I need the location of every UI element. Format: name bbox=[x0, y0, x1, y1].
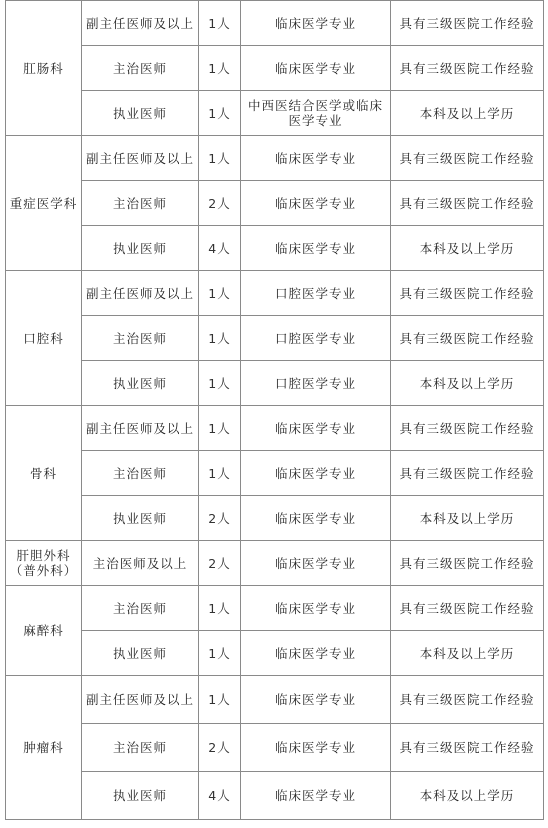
headcount: 1人 bbox=[199, 316, 241, 361]
department-name: 口腔科 bbox=[6, 271, 82, 406]
major-requirement: 中西医结合医学或临床医学专业 bbox=[241, 91, 391, 136]
headcount: 1人 bbox=[199, 676, 241, 724]
headcount: 1人 bbox=[199, 1, 241, 46]
position-title: 副主任医师及以上 bbox=[82, 271, 199, 316]
recruitment-table-body bbox=[6, 1, 544, 820]
other-requirement: 具有三级医院工作经验 bbox=[391, 541, 544, 586]
department-name: 肛肠科 bbox=[6, 1, 82, 136]
position-title: 执业医师 bbox=[82, 496, 199, 541]
other-requirement: 本科及以上学历 bbox=[391, 91, 544, 136]
other-requirement: 本科及以上学历 bbox=[391, 496, 544, 541]
headcount: 1人 bbox=[199, 46, 241, 91]
position-title: 主治医师及以上 bbox=[82, 541, 199, 586]
table-row bbox=[6, 631, 544, 676]
position-title: 执业医师 bbox=[82, 361, 199, 406]
major-requirement: 临床医学专业 bbox=[241, 46, 391, 91]
other-requirement: 具有三级医院工作经验 bbox=[391, 676, 544, 724]
other-requirement: 本科及以上学历 bbox=[391, 226, 544, 271]
position-title: 执业医师 bbox=[82, 91, 199, 136]
position-title: 主治医师 bbox=[82, 46, 199, 91]
table-row bbox=[6, 772, 544, 820]
headcount: 1人 bbox=[199, 406, 241, 451]
headcount: 4人 bbox=[199, 772, 241, 820]
major-requirement: 口腔医学专业 bbox=[241, 361, 391, 406]
position-title: 主治医师 bbox=[82, 724, 199, 772]
position-title: 副主任医师及以上 bbox=[82, 1, 199, 46]
major-requirement: 临床医学专业 bbox=[241, 631, 391, 676]
other-requirement: 具有三级医院工作经验 bbox=[391, 271, 544, 316]
position-title: 主治医师 bbox=[82, 451, 199, 496]
major-requirement: 临床医学专业 bbox=[241, 586, 391, 631]
other-requirement: 具有三级医院工作经验 bbox=[391, 46, 544, 91]
major-requirement: 临床医学专业 bbox=[241, 451, 391, 496]
headcount: 1人 bbox=[199, 631, 241, 676]
position-title: 主治医师 bbox=[82, 181, 199, 226]
major-requirement: 临床医学专业 bbox=[241, 136, 391, 181]
position-title: 主治医师 bbox=[82, 586, 199, 631]
position-title: 副主任医师及以上 bbox=[82, 676, 199, 724]
major-requirement: 临床医学专业 bbox=[241, 541, 391, 586]
position-title: 主治医师 bbox=[82, 316, 199, 361]
position-title: 执业医师 bbox=[82, 226, 199, 271]
headcount: 2人 bbox=[199, 181, 241, 226]
other-requirement: 本科及以上学历 bbox=[391, 631, 544, 676]
other-requirement: 具有三级医院工作经验 bbox=[391, 316, 544, 361]
table-row bbox=[6, 451, 544, 496]
table-row bbox=[6, 724, 544, 772]
other-requirement: 本科及以上学历 bbox=[391, 772, 544, 820]
major-requirement: 临床医学专业 bbox=[241, 724, 391, 772]
major-requirement: 临床医学专业 bbox=[241, 772, 391, 820]
headcount: 1人 bbox=[199, 451, 241, 496]
position-title: 执业医师 bbox=[82, 631, 199, 676]
other-requirement: 具有三级医院工作经验 bbox=[391, 181, 544, 226]
table-row bbox=[6, 271, 544, 316]
table-row bbox=[6, 586, 544, 631]
table-row bbox=[6, 181, 544, 226]
major-requirement: 临床医学专业 bbox=[241, 1, 391, 46]
headcount: 2人 bbox=[199, 541, 241, 586]
department-name: 重症医学科 bbox=[6, 136, 82, 271]
other-requirement: 具有三级医院工作经验 bbox=[391, 586, 544, 631]
table-row bbox=[6, 316, 544, 361]
department-name: 肿瘤科 bbox=[6, 676, 82, 820]
department-name: 骨科 bbox=[6, 406, 82, 541]
other-requirement: 具有三级医院工作经验 bbox=[391, 136, 544, 181]
headcount: 1人 bbox=[199, 361, 241, 406]
other-requirement: 具有三级医院工作经验 bbox=[391, 1, 544, 46]
table-row bbox=[6, 91, 544, 136]
position-title: 副主任医师及以上 bbox=[82, 406, 199, 451]
other-requirement: 具有三级医院工作经验 bbox=[391, 451, 544, 496]
table-row bbox=[6, 46, 544, 91]
other-requirement: 具有三级医院工作经验 bbox=[391, 406, 544, 451]
table-row bbox=[6, 496, 544, 541]
table-row bbox=[6, 136, 544, 181]
major-requirement: 口腔医学专业 bbox=[241, 271, 391, 316]
table-row bbox=[6, 541, 544, 586]
other-requirement: 具有三级医院工作经验 bbox=[391, 724, 544, 772]
headcount: 2人 bbox=[199, 724, 241, 772]
table-row bbox=[6, 226, 544, 271]
headcount: 1人 bbox=[199, 136, 241, 181]
table-row bbox=[6, 676, 544, 724]
other-requirement: 本科及以上学历 bbox=[391, 361, 544, 406]
table-row bbox=[6, 361, 544, 406]
position-title: 副主任医师及以上 bbox=[82, 136, 199, 181]
department-name: 肝胆外科（普外科） bbox=[6, 541, 82, 586]
headcount: 2人 bbox=[199, 496, 241, 541]
table-row bbox=[6, 1, 544, 46]
headcount: 4人 bbox=[199, 226, 241, 271]
major-requirement: 临床医学专业 bbox=[241, 181, 391, 226]
recruitment-table bbox=[5, 0, 544, 820]
table-row bbox=[6, 406, 544, 451]
major-requirement: 口腔医学专业 bbox=[241, 316, 391, 361]
major-requirement: 临床医学专业 bbox=[241, 226, 391, 271]
major-requirement: 临床医学专业 bbox=[241, 406, 391, 451]
headcount: 1人 bbox=[199, 91, 241, 136]
headcount: 1人 bbox=[199, 586, 241, 631]
headcount: 1人 bbox=[199, 271, 241, 316]
major-requirement: 临床医学专业 bbox=[241, 496, 391, 541]
position-title: 执业医师 bbox=[82, 772, 199, 820]
major-requirement: 临床医学专业 bbox=[241, 676, 391, 724]
department-name: 麻醉科 bbox=[6, 586, 82, 676]
